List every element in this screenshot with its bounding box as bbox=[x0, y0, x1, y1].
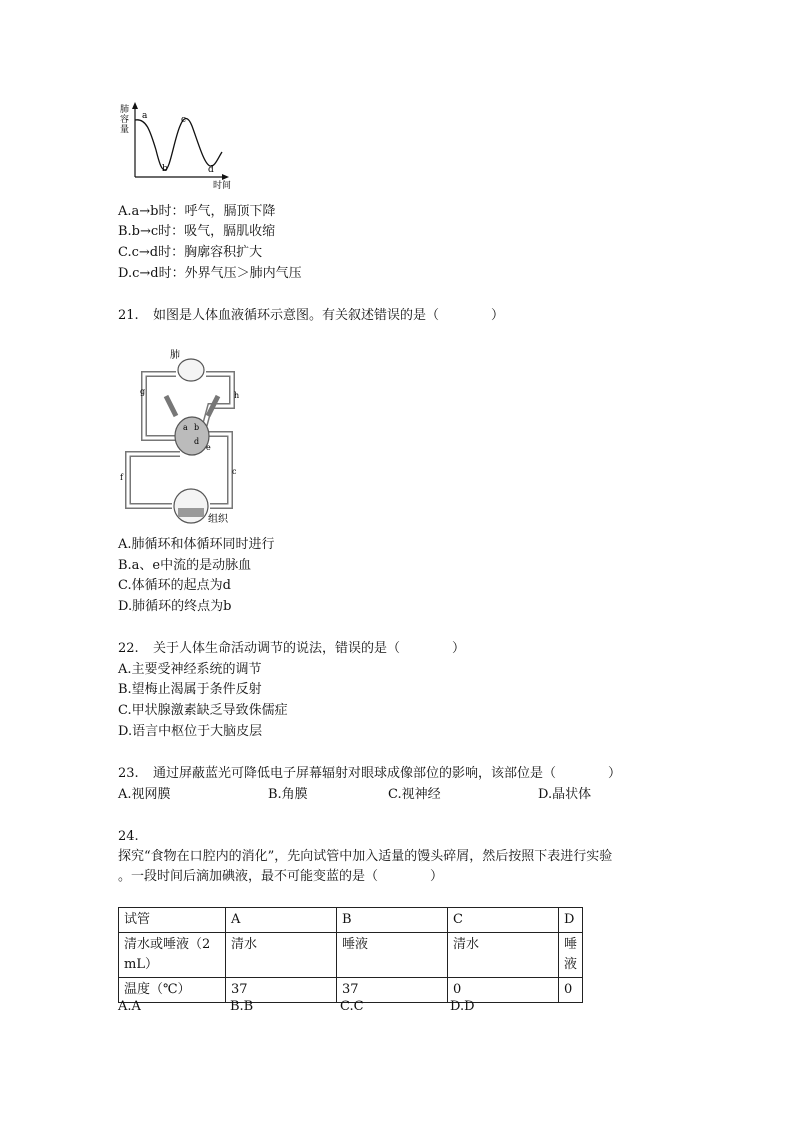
q24-option-a: A.A bbox=[118, 999, 141, 1014]
diagram-letter-c: c bbox=[232, 467, 237, 476]
diagram-letter-b: b bbox=[194, 423, 200, 432]
q24-option-d: D.D bbox=[450, 999, 475, 1014]
q22-option-b: B.望梅止渴属于条件反射 bbox=[118, 682, 262, 697]
q20-option-c: C.c→d时：胸廓容积扩大 bbox=[118, 245, 263, 260]
table-cell: 试管 bbox=[119, 908, 226, 933]
table-cell: 37 bbox=[337, 978, 448, 1003]
q21-number: 21. bbox=[118, 308, 139, 323]
experiment-table bbox=[118, 907, 583, 1003]
table-cell bbox=[559, 933, 583, 978]
q24-stem-line1: 探究“食物在口腔内的消化”，先向试管中加入适量的馒头碎屑，然后按照下表进行实验 bbox=[118, 849, 613, 864]
q24-number: 24. bbox=[118, 829, 139, 844]
blood-circulation-diagram bbox=[118, 344, 268, 530]
diagram-letter-f: f bbox=[120, 473, 123, 482]
table-cell: 清水 bbox=[448, 933, 559, 978]
diagram-letter-d: d bbox=[194, 437, 200, 446]
q21-option-c: C.体循环的起点为d bbox=[118, 578, 231, 593]
q20-option-b: B.b→c时：吸气，膈肌收缩 bbox=[118, 224, 276, 239]
tissue-icon bbox=[174, 489, 208, 523]
table-row bbox=[119, 908, 583, 933]
lung-volume-graph bbox=[118, 100, 238, 192]
table-cell: A bbox=[226, 908, 337, 933]
q22-option-a: A.主要受神经系统的调节 bbox=[118, 662, 262, 677]
table-cell bbox=[119, 933, 226, 978]
q22-option-d: D.语言中枢位于大脑皮层 bbox=[118, 724, 263, 739]
graph-point-d: d bbox=[208, 165, 214, 175]
table-cell: 0 bbox=[448, 978, 559, 1003]
diagram-letter-a: a bbox=[183, 423, 188, 432]
q20-option-a: A.a→b时：呼气，膈顶下降 bbox=[118, 204, 276, 219]
lung-icon bbox=[178, 359, 204, 381]
q24-stem-line2: 。一段时间后滴加碘液，最不可能变蓝的是（ ） bbox=[118, 869, 444, 884]
q22-number: 22. bbox=[118, 641, 139, 656]
heart-icon bbox=[175, 417, 209, 455]
graph-ylabel-1: 肺 bbox=[120, 105, 130, 115]
table-cell-line: mL） bbox=[124, 957, 158, 972]
q23-option-d: D.晶状体 bbox=[538, 787, 592, 802]
q23-option-a: A.视网膜 bbox=[118, 787, 171, 802]
graph-point-b: b bbox=[162, 164, 168, 174]
diagram-letter-h: h bbox=[234, 391, 240, 400]
table-cell: 唾液 bbox=[337, 933, 448, 978]
lung-volume-curve bbox=[135, 119, 222, 171]
q23-stem: 通过屏蔽蓝光可降低电子屏幕辐射对眼球成像部位的影响，该部位是（ ） bbox=[153, 766, 622, 781]
table-cell: 0 bbox=[559, 978, 583, 1003]
table-cell: B bbox=[337, 908, 448, 933]
q21-option-b: B.a、e中流的是动脉血 bbox=[118, 558, 252, 573]
q24-option-b: B.B bbox=[230, 999, 254, 1014]
table-cell-line: 唾 bbox=[564, 937, 578, 952]
table-cell: 清水 bbox=[226, 933, 337, 978]
diagram-letter-e: e bbox=[206, 443, 211, 452]
table-cell: C bbox=[448, 908, 559, 933]
graph-xlabel: 时间 bbox=[213, 181, 232, 191]
diagram-letter-g: g bbox=[140, 387, 146, 396]
q22-option-c: C.甲状腺激素缺乏导致侏儒症 bbox=[118, 703, 288, 718]
table-cell: 37 bbox=[226, 978, 337, 1003]
q20-option-d: D.c→d时：外界气压＞肺内气压 bbox=[118, 266, 302, 281]
q21-option-d: D.肺循环的终点为b bbox=[118, 599, 232, 614]
graph-ylabel-3: 量 bbox=[120, 125, 130, 135]
q22-stem: 关于人体生命活动调节的说法，错误的是（ ） bbox=[153, 641, 466, 656]
q23-number: 23. bbox=[118, 766, 139, 781]
q21-stem: 如图是人体血液循环示意图。有关叙述错误的是（ ） bbox=[153, 308, 505, 323]
table-cell-line: 清水或唾液（2 bbox=[124, 937, 211, 952]
q23-option-b: B.角膜 bbox=[268, 787, 308, 802]
table-cell: D bbox=[559, 908, 583, 933]
q23-option-c: C.视神经 bbox=[388, 787, 441, 802]
table-cell: 温度（℃） bbox=[119, 978, 226, 1003]
graph-point-c: c bbox=[181, 115, 187, 125]
graph-ylabel-2: 容 bbox=[120, 115, 130, 125]
graph-point-a: a bbox=[142, 111, 148, 121]
diagram-lung-label: 肺 bbox=[170, 350, 180, 361]
q21-option-a: A.肺循环和体循环同时进行 bbox=[118, 537, 275, 552]
table-row bbox=[119, 933, 583, 978]
diagram-tissue-label: 组织 bbox=[208, 514, 228, 525]
table-cell-line: 液 bbox=[564, 957, 578, 972]
q24-option-c: C.C bbox=[340, 999, 364, 1014]
